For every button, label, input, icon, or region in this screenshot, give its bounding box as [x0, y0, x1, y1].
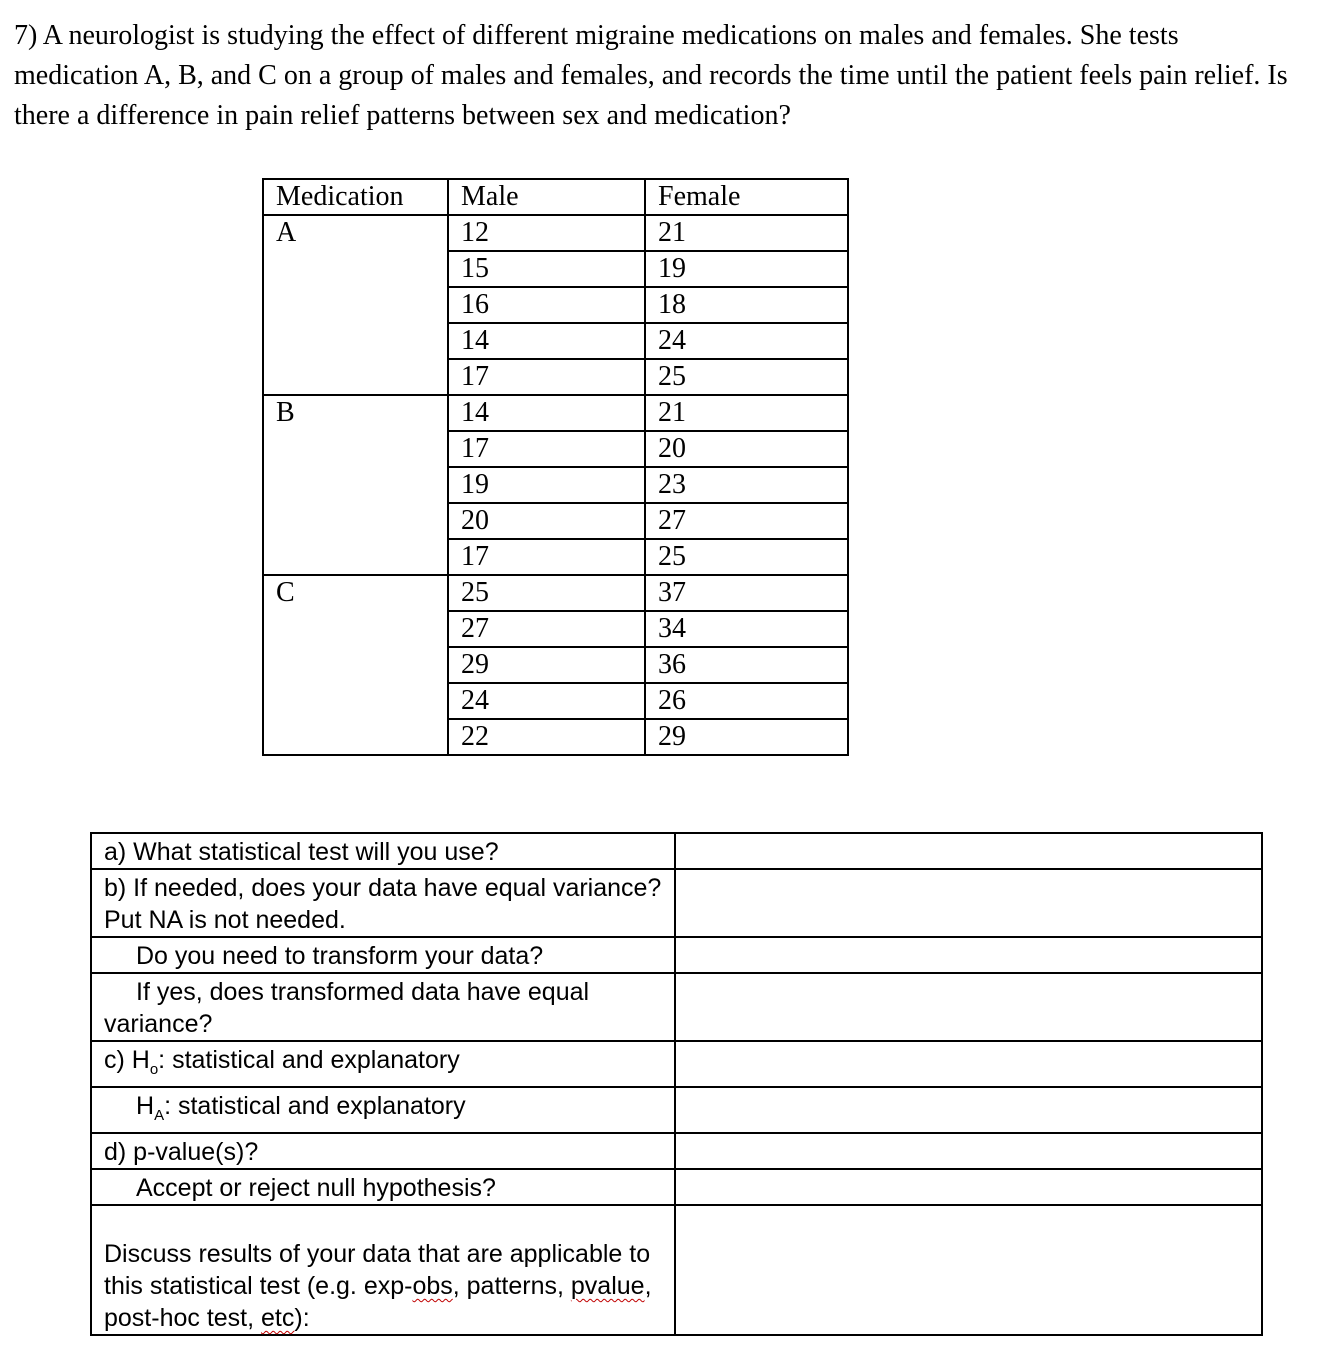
answer-table [90, 832, 1263, 1336]
ha-prefix: H [136, 1092, 155, 1120]
answer-d-pvalue-field[interactable] [675, 1133, 1262, 1169]
discuss-etc: etc [261, 1304, 295, 1332]
male-value: 15 [448, 251, 645, 287]
question-c-alt-hypothesis [91, 1087, 675, 1133]
question-d-accept-reject: Accept or reject null hypothesis? [91, 1169, 675, 1205]
answer-b-transform-field[interactable] [675, 937, 1262, 973]
answer-d-accept-reject-field[interactable] [675, 1169, 1262, 1205]
question-b3-line2: variance? [104, 1010, 213, 1038]
female-value: 23 [645, 467, 848, 503]
medication-label: A [263, 215, 448, 251]
medication-spacer [263, 431, 448, 467]
question-b3-line1: If yes, does transformed data have equal [136, 978, 590, 1006]
data-table-row [263, 431, 848, 467]
male-value: 17 [448, 359, 645, 395]
answer-b-transformed-variance-field[interactable] [675, 973, 1262, 1041]
answer-row-d2 [91, 1169, 1262, 1205]
h0-subscript: o [149, 1061, 159, 1078]
answer-c-h0-field[interactable] [675, 1041, 1262, 1087]
answer-row-b2 [91, 937, 1262, 973]
answer-row-d1 [91, 1133, 1262, 1169]
data-table-header-row [263, 179, 848, 215]
discuss-text-3: , post-hoc test, [104, 1272, 652, 1332]
h0-prefix: c) H [104, 1046, 150, 1074]
data-table-row [263, 575, 848, 611]
medication-label: B [263, 395, 448, 431]
discuss-obs: obs [412, 1272, 453, 1300]
header-female: Female [645, 179, 848, 215]
h0-rest: : statistical and explanatory [158, 1046, 460, 1074]
medication-spacer [263, 251, 448, 287]
answer-b-variance-field[interactable] [675, 869, 1262, 937]
medication-spacer [263, 683, 448, 719]
answer-a-field[interactable] [675, 833, 1262, 869]
answer-row-discuss [91, 1205, 1262, 1335]
male-value: 27 [448, 611, 645, 647]
medication-spacer [263, 287, 448, 323]
answer-row-a [91, 833, 1262, 869]
ha-subscript: A [154, 1107, 165, 1124]
question-discuss [91, 1205, 675, 1335]
question-d-pvalue: d) p-value(s)? [91, 1133, 675, 1169]
male-value: 25 [448, 575, 645, 611]
male-value: 14 [448, 395, 645, 431]
answer-c-ha-field[interactable] [675, 1087, 1262, 1133]
female-value: 37 [645, 575, 848, 611]
medication-spacer [263, 359, 448, 395]
female-value: 34 [645, 611, 848, 647]
discuss-text-1: Discuss results of your data that are applicable to this statistical test (e.g. exp- [104, 1240, 651, 1300]
discuss-text-4: ): [294, 1304, 310, 1332]
medication-spacer [263, 647, 448, 683]
answer-row-b1 [91, 869, 1262, 937]
medication-spacer [263, 719, 448, 755]
question-b-transformed-variance [91, 973, 675, 1041]
header-male: Male [448, 179, 645, 215]
female-value: 21 [645, 395, 848, 431]
question-b-variance: b) If needed, does your data have equal variance? Put NA is not needed. [91, 869, 675, 937]
medication-spacer [263, 611, 448, 647]
female-value: 27 [645, 503, 848, 539]
medication-spacer [263, 503, 448, 539]
data-table-row [263, 719, 848, 755]
male-value: 20 [448, 503, 645, 539]
data-table-row [263, 611, 848, 647]
data-table-row [263, 539, 848, 575]
answer-row-c-h0 [91, 1041, 1262, 1087]
answer-row-c-ha [91, 1087, 1262, 1133]
question-c-null-hypothesis [91, 1041, 675, 1087]
female-value: 25 [645, 359, 848, 395]
female-value: 25 [645, 539, 848, 575]
data-table-row [263, 215, 848, 251]
data-table-row [263, 647, 848, 683]
female-value: 26 [645, 683, 848, 719]
data-table [262, 178, 849, 756]
discuss-text-2: , patterns, [452, 1272, 571, 1300]
male-value: 29 [448, 647, 645, 683]
male-value: 22 [448, 719, 645, 755]
male-value: 17 [448, 431, 645, 467]
female-value: 36 [645, 647, 848, 683]
data-table-row [263, 251, 848, 287]
male-value: 17 [448, 539, 645, 575]
question-text: 7) A neurologist is studying the effect of different migraine medications on males and females. She tests medication A, B, and C on a group of males and females, and records the time until the patient feels pain relief. Is there a difference in pain relief patterns between sex and medication? [14, 20, 1288, 131]
data-table-row [263, 359, 848, 395]
data-table-row [263, 287, 848, 323]
answer-discuss-field[interactable] [675, 1205, 1262, 1335]
female-value: 29 [645, 719, 848, 755]
discuss-pvalue: pvalue [570, 1272, 645, 1300]
female-value: 19 [645, 251, 848, 287]
data-table-row [263, 503, 848, 539]
data-table-row [263, 323, 848, 359]
medication-spacer [263, 539, 448, 575]
male-value: 14 [448, 323, 645, 359]
female-value: 20 [645, 431, 848, 467]
data-table-row [263, 683, 848, 719]
male-value: 16 [448, 287, 645, 323]
data-table-row [263, 395, 848, 431]
female-value: 21 [645, 215, 848, 251]
female-value: 24 [645, 323, 848, 359]
question-b-transform: Do you need to transform your data? [91, 937, 675, 973]
medication-label: C [263, 575, 448, 611]
answer-row-b3 [91, 973, 1262, 1041]
medication-spacer [263, 323, 448, 359]
male-value: 24 [448, 683, 645, 719]
header-medication: Medication [263, 179, 448, 215]
medication-spacer [263, 467, 448, 503]
male-value: 19 [448, 467, 645, 503]
male-value: 12 [448, 215, 645, 251]
female-value: 18 [645, 287, 848, 323]
question-a: a) What statistical test will you use? [91, 833, 675, 869]
ha-rest: : statistical and explanatory [164, 1092, 466, 1120]
data-table-row [263, 467, 848, 503]
